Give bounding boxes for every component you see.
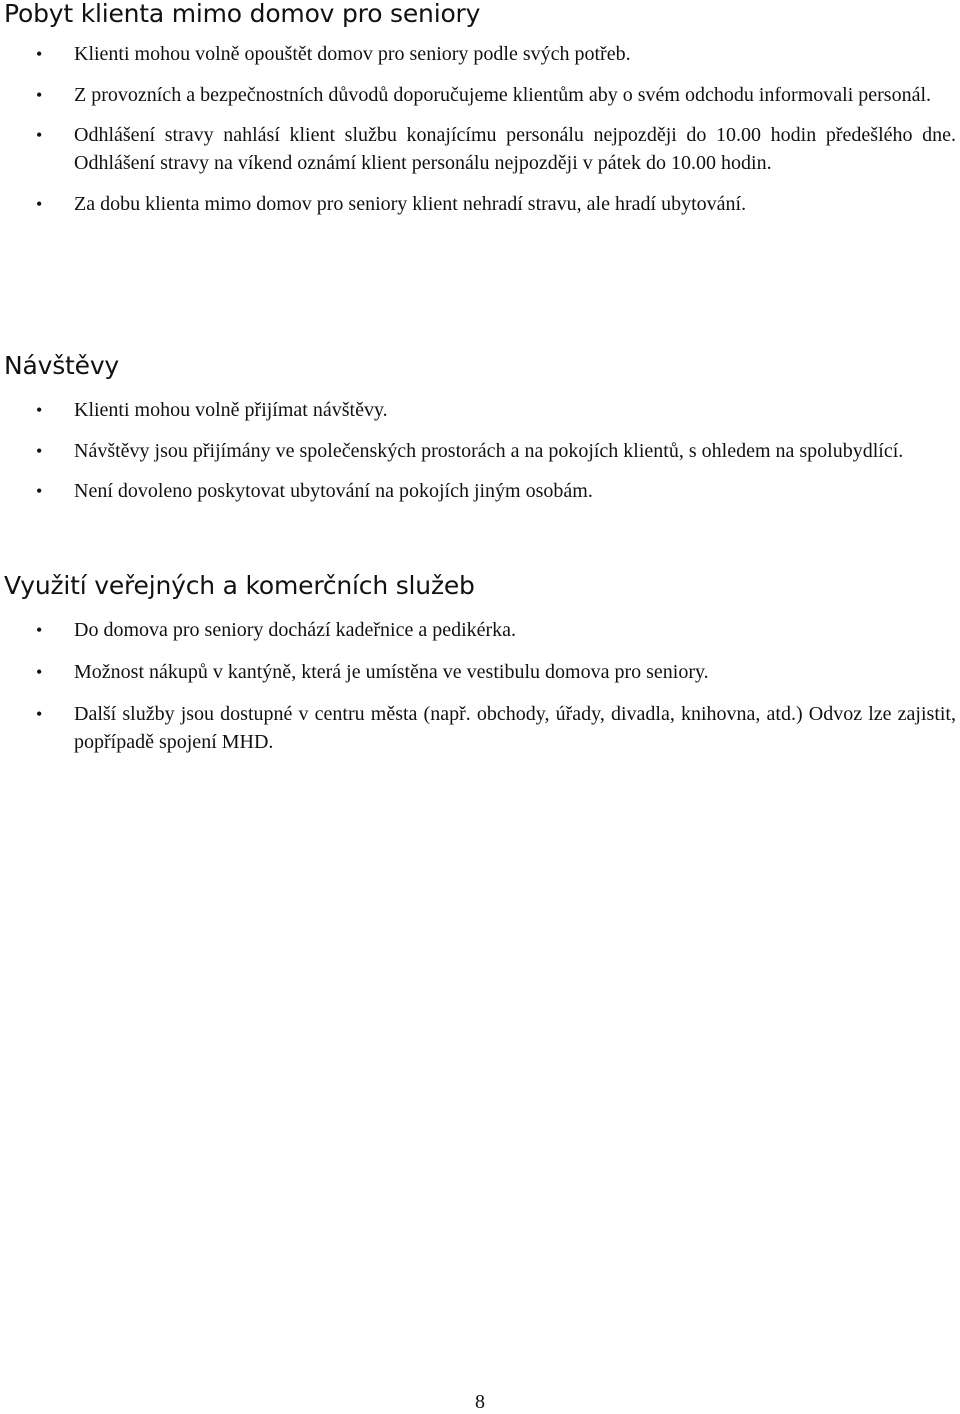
bullet-icon: • bbox=[36, 85, 43, 105]
bullet-icon: • bbox=[36, 44, 43, 64]
list-item bbox=[0, 81, 960, 109]
bullet-list bbox=[0, 616, 960, 756]
bullet-icon: • bbox=[36, 704, 43, 724]
list-item-text: Další služby jsou dostupné v centru města (např. obchody, úřady, divadla, knihovna, atd.) Odvoz lze zajistit, popřípadě spojení MHD. bbox=[74, 703, 956, 753]
list-item bbox=[0, 121, 960, 177]
list-item-text: Není dovoleno poskytovat ubytování na pokojích jiným osobám. bbox=[74, 480, 593, 502]
list-item bbox=[0, 437, 960, 465]
bullet-icon: • bbox=[36, 400, 43, 420]
bullet-list bbox=[0, 396, 960, 505]
list-item-text: Z provozních a bezpečnostních důvodů doporučujeme klientům aby o svém odchodu informovali personál. bbox=[74, 84, 932, 106]
list-item-text: Odhlášení stravy nahlásí klient službu konajícímu personálu nejpozději do 10.00 hodin předešlého dne. Odhlášení stravy na víkend oznámí klient personálu nejpozději v pátek do 10.00 hodin. bbox=[74, 124, 956, 174]
bullet-icon: • bbox=[36, 441, 43, 461]
bullet-icon: • bbox=[36, 662, 43, 682]
section-verejne-sluzby bbox=[0, 572, 960, 756]
list-item-text: Do domova pro seniory dochází kadeřnice a pedikérka. bbox=[74, 619, 517, 641]
list-item bbox=[0, 40, 960, 68]
bullet-icon: • bbox=[36, 481, 43, 501]
list-item bbox=[0, 658, 960, 686]
list-item bbox=[0, 190, 960, 218]
list-item bbox=[0, 396, 960, 424]
list-item-text: Klienti mohou volně opouštět domov pro seniory podle svých potřeb. bbox=[74, 43, 631, 65]
bullet-list bbox=[0, 40, 960, 218]
list-item-text: Klienti mohou volně přijímat návštěvy. bbox=[74, 399, 388, 421]
section-heading: Pobyt klienta mimo domov pro seniory bbox=[4, 0, 481, 28]
section-navstevy bbox=[0, 352, 960, 505]
list-item-text: Za dobu klienta mimo domov pro seniory klient nehradí stravu, ale hradí ubytování. bbox=[74, 193, 747, 215]
section-heading: Využití veřejných a komerčních služeb bbox=[4, 571, 475, 600]
bullet-icon: • bbox=[36, 620, 43, 640]
bullet-icon: • bbox=[36, 125, 43, 145]
bullet-icon: • bbox=[36, 194, 43, 214]
section-heading: Návštěvy bbox=[4, 351, 120, 380]
page-number: 8 bbox=[475, 1391, 485, 1413]
section-pobyt-mimo-domov bbox=[0, 0, 960, 218]
list-item bbox=[0, 616, 960, 644]
list-item bbox=[0, 700, 960, 756]
list-item-text: Návštěvy jsou přijímány ve společenských prostorách a na pokojích klientů, s ohledem na spolubydlící. bbox=[74, 440, 904, 462]
list-item-text: Možnost nákupů v kantýně, která je umístěna ve vestibulu domova pro seniory. bbox=[74, 661, 709, 683]
list-item bbox=[0, 477, 960, 505]
